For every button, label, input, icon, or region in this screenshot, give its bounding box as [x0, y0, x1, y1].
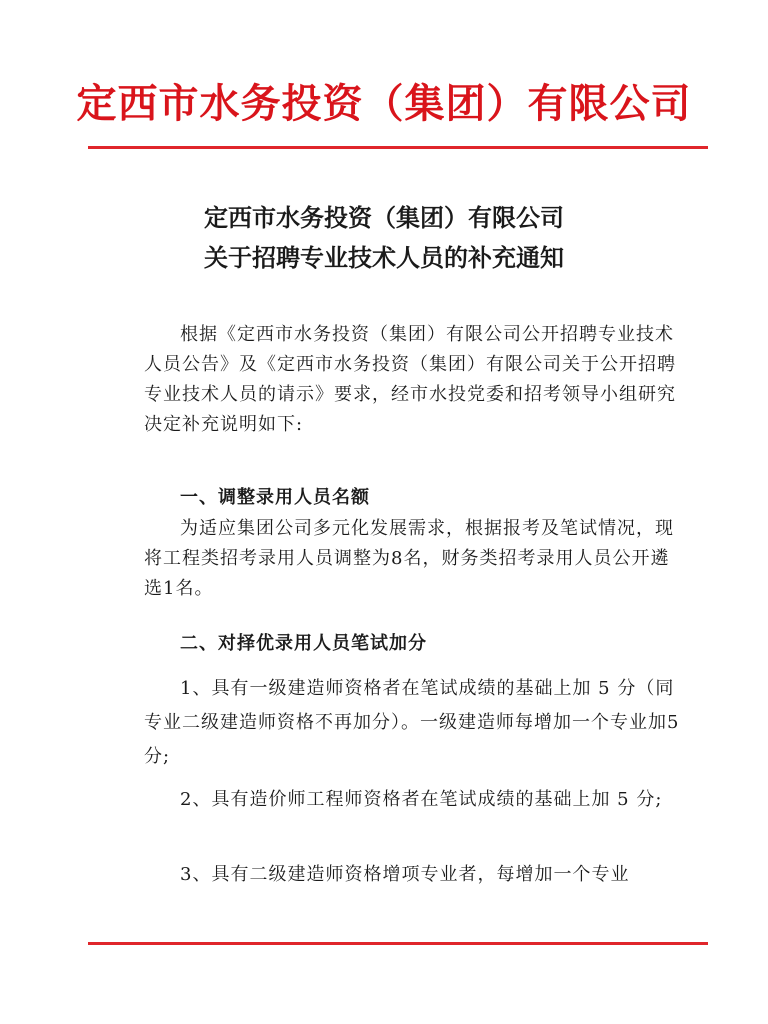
section1-heading: 一、调整录用人员名额: [180, 487, 370, 508]
footer-rule: [88, 942, 708, 945]
document-title-line1: 定西市水务投资（集团）有限公司: [204, 203, 564, 232]
letterhead-company-name: 定西市水务投资（集团）有限公司: [76, 80, 692, 127]
section1-paragraph: 为适应集团公司多元化发展需求，根据报考及笔试情况，现将工程类招考录用人员调整为8名，财务类招考录用人员公开遴选1名。: [144, 518, 674, 599]
section2-item2: 2、具有造价师工程师资格者在笔试成绩的基础上加 5 分;: [180, 789, 663, 810]
section2-item1: 1、具有一级建造师资格者在笔试成绩的基础上加 5 分（同专业二级建造师资格不再加分）。一级建造师每增加一个专业加5分;: [144, 678, 680, 767]
letterhead-rule-top: [88, 146, 708, 149]
document-title-line2: 关于招聘专业技术人员的补充通知: [204, 243, 564, 272]
section2-item3: 3、具有二级建造师资格增项专业者，每增加一个专业: [180, 864, 630, 885]
section2-heading: 二、对择优录用人员笔试加分: [180, 633, 427, 654]
intro-paragraph: 根据《定西市水务投资（集团）有限公司公开招聘专业技术人员公告》及《定西市水务投资（集团）有限公司关于公开招聘专业技术人员的请示》要求，经市水投党委和招考领导小组研究决定补充说明如下:: [144, 324, 676, 435]
